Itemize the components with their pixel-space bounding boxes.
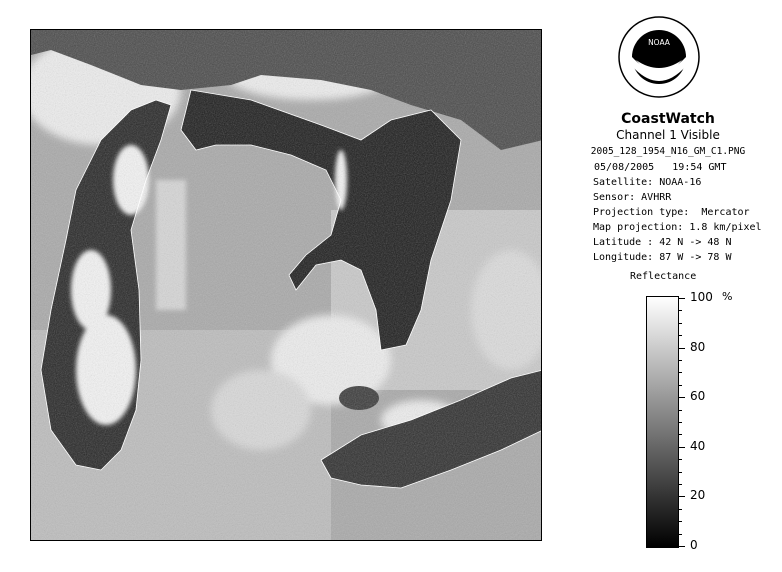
- colorbar-tick-label: 60: [690, 389, 706, 403]
- colorbar-minor-tick: [679, 335, 682, 336]
- colorbar-minor-tick: [679, 472, 682, 473]
- acquisition-datetime: [594, 162, 726, 173]
- colorbar-minor-tick: [679, 310, 682, 311]
- map-projection-label: Map projection: 1.8 km/pixel: [593, 222, 762, 233]
- colorbar-minor-tick: [679, 385, 682, 386]
- colorbar-minor-tick: [679, 360, 682, 361]
- colorbar-tick: [679, 447, 685, 448]
- colorbar-minor-tick: [679, 484, 682, 485]
- colorbar-minor-tick: [679, 521, 682, 522]
- colorbar-tick-label: 0: [690, 538, 698, 552]
- acquisition-time: 19:54 GMT: [672, 162, 727, 173]
- colorbar-minor-tick: [679, 459, 682, 460]
- colorbar-minor-tick: [679, 434, 682, 435]
- colorbar-unit: %: [722, 290, 733, 303]
- colorbar-minor-tick: [679, 323, 682, 324]
- colorbar-minor-tick: [679, 422, 682, 423]
- projection-type-label: Projection type: Mercator: [593, 207, 750, 218]
- colorbar-minor-tick: [679, 410, 682, 411]
- satellite-label: Satellite: NOAA-16: [593, 177, 702, 188]
- colorbar-minor-tick: [679, 534, 682, 535]
- satellite-image: [31, 30, 542, 541]
- channel-name: Channel 1 Visible: [616, 128, 720, 142]
- colorbar-tick-label: 20: [690, 488, 706, 502]
- colorbar-minor-tick: [679, 372, 682, 373]
- noaa-logo: [618, 16, 700, 98]
- colorbar-tick: [679, 298, 685, 299]
- colorbar-tick: [679, 496, 685, 497]
- colorbar-title: Reflectance: [630, 271, 697, 282]
- colorbar-minor-tick: [679, 509, 682, 510]
- colorbar-tick-label: 100: [690, 290, 713, 304]
- sensor-label: Sensor: AVHRR: [593, 192, 672, 203]
- colorbar-tick: [679, 397, 685, 398]
- logo-text: NOAA: [648, 38, 670, 47]
- latitude-label: Latitude : 42 N -> 48 N: [593, 237, 732, 248]
- product-title: CoastWatch: [621, 111, 715, 127]
- colorbar-tick-label: 80: [690, 340, 706, 354]
- acquisition-date: 05/08/2005: [594, 162, 655, 173]
- colorbar-tick-label: 40: [690, 439, 706, 453]
- colorbar-tick: [679, 348, 685, 349]
- image-filename: 2005_128_1954_N16_GM_C1.PNG: [590, 146, 746, 157]
- longitude-label: Longitude: 87 W -> 78 W: [593, 252, 732, 263]
- colorbar-tick: [679, 546, 685, 547]
- colorbar: [646, 296, 679, 548]
- satellite-map: [30, 29, 542, 541]
